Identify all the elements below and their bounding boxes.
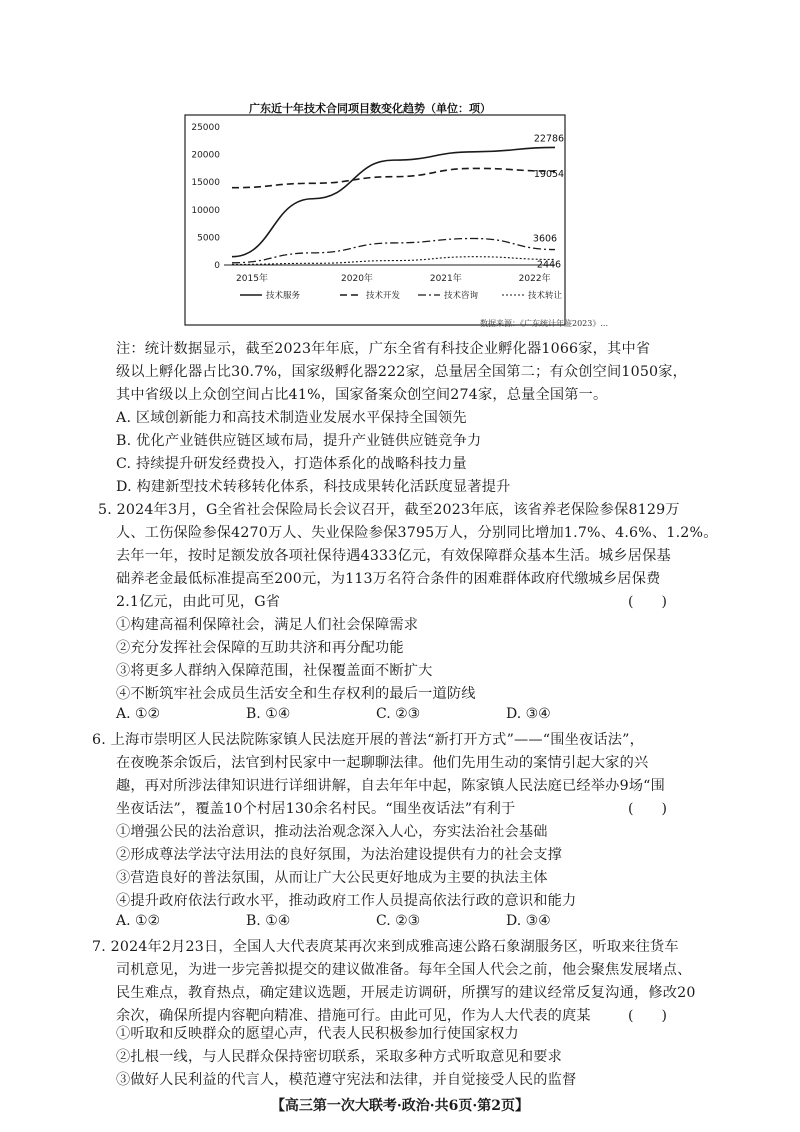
- q5-stem: 础养老金最低标准提高至200元，为113万名符合条件的困难群体政府代缴城乡居保费: [116, 571, 661, 587]
- q4-option-d: D. 构建新型技术转移转化体系，科技成果转化活跃度显著提升: [116, 479, 511, 495]
- x-tick-label: 2020年: [341, 274, 373, 284]
- chart-source: 数据来源：《广东统计年鉴2023》...: [480, 319, 608, 328]
- q7-stem: 司机意见，为进一步完善拟提交的建议做准备。每年全国人代会之前，他会聚焦发展堵点、: [116, 962, 692, 978]
- chart-svg: [150, 100, 570, 335]
- series-end-label: 22786: [533, 133, 565, 145]
- x-tick-label: 2022年: [518, 274, 551, 284]
- q7-stem: 7. 2024年2月23日，全国人大代表庹某再次来到成雅高速公路石象湖服务区，听取来往货车: [92, 939, 679, 955]
- q5-choice-c: C. ②③: [376, 706, 421, 722]
- q5-stem: 5. 2024年3月，G全省社会保险局长会议召开，截至2023年底，该省养老保险参保8129万: [98, 502, 680, 518]
- q5-item: ①构建高福利保障社会，满足人们社会保障需求: [116, 617, 419, 633]
- y-tick-label: 0: [214, 261, 220, 271]
- q5-stem: 2.1亿元，由此可见，G省: [116, 594, 281, 610]
- q5-item: ④不断筑牢社会成员生活安全和生存权利的最后一道防线: [116, 686, 476, 702]
- q6-stem: 6. 上海市崇明区人民法院陈家镇人民法庭开展的普法“新打开方式”——“围坐夜话法”，: [92, 732, 645, 748]
- q4-option-c: C. 持续提升研发经费投入，打造体系化的战略科技力量: [116, 456, 467, 472]
- chart-title: 广东近十年技术合同项目数变化趋势（单位：项）: [249, 102, 491, 115]
- q6-stem: 坐夜话法”，覆盖10个村居130余名村民。“围坐夜话法”有利于: [116, 801, 516, 817]
- q5-answer-blank: ( ): [628, 594, 667, 610]
- y-tick-label: 20000: [191, 150, 220, 161]
- q6-stem: 趣，再对所涉法律知识进行详细讲解，自去年年中起，陈家镇人民法庭已经举办9场“围: [116, 778, 666, 794]
- q7-stem: 余次，确保所提内容靶向精准、措施可行。由此可见，作为人大代表的庹某: [116, 1008, 591, 1024]
- q7-item: ③做好人民利益的代言人，模范遵守宪法和法律，并自觉接受人民的监督: [116, 1072, 577, 1088]
- page-footer: 【高三第一次大联考·政治·共6页·第2页】: [270, 1098, 530, 1114]
- y-tick-label: 15000: [191, 178, 220, 189]
- q4-option-b: B. 优化产业链供应链区域布局，提升产业链供应链竞争力: [116, 433, 482, 449]
- q6-stem: 在夜晚茶余饭后，法官到村民家中一起聊聊法律。他们先用生动的案情引起大家的兴: [116, 755, 649, 771]
- y-tick-label: 10000: [191, 205, 220, 216]
- series-line-技术开发: [232, 168, 555, 187]
- q7-answer-blank: ( ): [628, 1008, 667, 1024]
- legend-label: 技术开发: [366, 291, 401, 301]
- q7-item: ①听取和反映群众的愿望心声，代表人民积极参加行使国家权力: [116, 1026, 519, 1042]
- q6-choice-b: B. ①④: [246, 913, 291, 929]
- series-end-label: 19054: [533, 169, 565, 181]
- q5-stem: 去年一年，按时足额发放各项社保待遇4333亿元，有效保障群众基本生活。城乡居保基: [116, 548, 671, 564]
- q6-item: ④提升政府依法行政水平，推动政府工作人员提高依法行政的意识和能力: [116, 893, 577, 909]
- y-tick-label: 25000: [191, 123, 220, 133]
- q7-stem: 民生难点，教育热点，确定建议选题，开展走访调研，所撰写的建议经常反复沟通，修改20: [116, 985, 696, 1001]
- q6-item: ①增强公民的法治意识，推动法治观念深入人心，夯实法治社会基础: [116, 824, 548, 840]
- q5-choice-d: D. ③④: [506, 706, 551, 722]
- legend-label: 技术咨询: [444, 291, 479, 301]
- legend-label: 技术服务: [266, 291, 301, 301]
- series-line-技术咨询: [232, 239, 555, 263]
- q7-item: ②扎根一线，与人民群众保持密切联系，采取多种方式听取意见和要求: [116, 1049, 563, 1065]
- y-tick-label: 5000: [197, 233, 220, 244]
- note-line: 注：统计数据显示，截至2023年年底，广东全省有科技企业孵化器1066家，其中省: [116, 341, 651, 357]
- series-line-技术转让: [232, 257, 555, 265]
- q5-stem: 人、工伤保险参保4270万人、失业保险参保3795万人，分别同比增加1.7%、4.6%、1.2%。: [116, 525, 718, 541]
- note-line: 其中省级以上众创空间占比41%，国家备案众创空间274家，总量全国第一。: [116, 387, 608, 403]
- q6-answer-blank: ( ): [628, 801, 667, 817]
- q5-item: ②充分发挥社会保障的互助共济和再分配功能: [116, 640, 404, 656]
- q6-item: ②形成尊法学法守法用法的良好氛围，为法治建设提供有力的社会支撑: [116, 847, 563, 863]
- q6-choice-c: C. ②③: [376, 913, 421, 929]
- q5-choice-a: A. ①②: [116, 706, 161, 722]
- note-line: 级以上孵化器占比30.7%，国家级孵化器222家，总量居全国第二；有众创空间1050家，: [116, 364, 688, 380]
- q6-choice-a: A. ①②: [116, 913, 161, 929]
- q4-option-a: A. 区域创新能力和高技术制造业发展水平保持全国领先: [116, 410, 467, 426]
- x-tick-label: 2021年: [429, 274, 462, 284]
- q5-choice-b: B. ①④: [246, 706, 291, 722]
- q6-item: ③营造良好的普法氛围，从而让广大公民更好地成为主要的执法主体: [116, 870, 548, 886]
- q6-choice-d: D. ③④: [506, 913, 551, 929]
- series-end-label: 3606: [532, 233, 558, 245]
- series-end-label: 2446: [536, 259, 562, 271]
- line-chart: [150, 100, 570, 335]
- x-tick-label: 2015年: [236, 274, 268, 284]
- legend-label: 技术转让: [528, 291, 563, 301]
- series-line-技术服务: [232, 147, 558, 256]
- q5-item: ③将更多人群纳入保障范围，社保覆盖面不断扩大: [116, 663, 433, 679]
